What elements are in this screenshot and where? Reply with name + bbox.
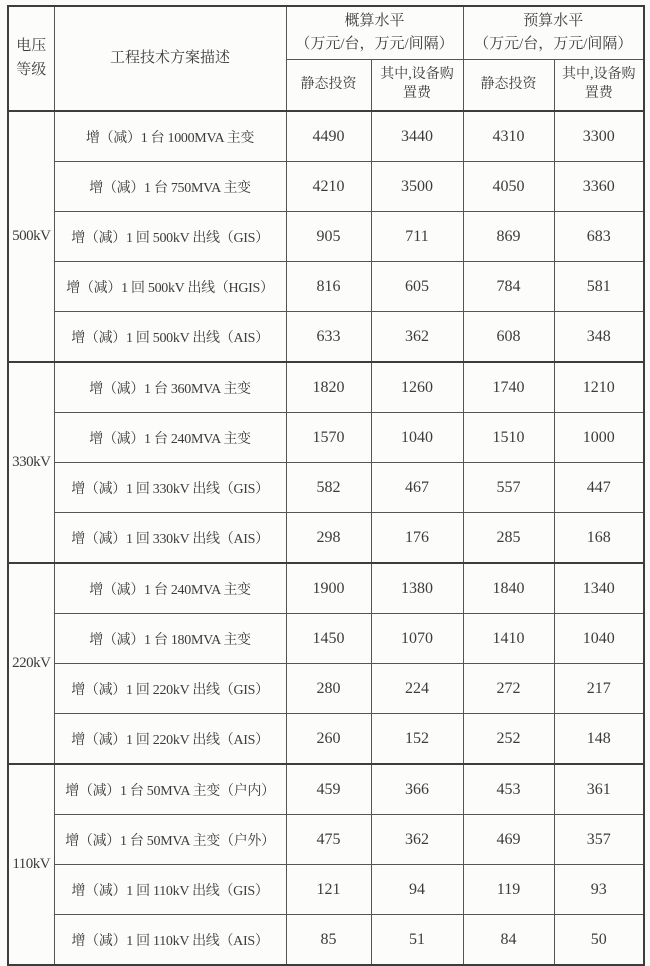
scheme-desc-cell: 增（减）1 回 110kV 出线（AIS） [54,915,286,966]
scheme-desc-cell: 增（减）1 台 50MVA 主变（户外） [54,815,286,865]
estimate-equipment-value: 1380 [371,563,463,614]
estimate-equipment-value: 3500 [371,162,463,212]
budget-equipment-value: 1000 [554,413,644,463]
voltage-cell-110kv: 110kV [8,764,54,965]
estimate-static-value: 905 [286,212,371,262]
scheme-desc-cell: 增（减）1 台 50MVA 主变（户内） [54,764,286,815]
budget-equipment-value: 1340 [554,563,644,614]
estimate-equipment-value: 467 [371,463,463,513]
table-body [8,111,644,965]
voltage-cell-500kv: 500kV [8,111,54,362]
scheme-desc-cell: 增（减）1 回 330kV 出线（AIS） [54,513,286,564]
estimate-static-value: 1450 [286,614,371,664]
header-estimate-static: 静态投资 [286,60,371,112]
table-row [8,212,644,262]
budget-equipment-value: 50 [554,915,644,966]
estimate-static-value: 582 [286,463,371,513]
table-row [8,513,644,564]
estimate-equipment-value: 366 [371,764,463,815]
budget-static-value: 4050 [463,162,554,212]
header-budget-equipment: 其中,设备购置费 [554,60,644,112]
estimate-static-value: 459 [286,764,371,815]
estimate-static-value: 298 [286,513,371,564]
estimate-static-value: 4210 [286,162,371,212]
estimate-equipment-value: 152 [371,714,463,765]
budget-static-value: 1510 [463,413,554,463]
estimate-static-value: 1820 [286,362,371,413]
table-row [8,262,644,312]
budget-equipment-value: 148 [554,714,644,765]
table-row [8,463,644,513]
scheme-desc-cell: 增（减）1 台 750MVA 主变 [54,162,286,212]
header-estimate-group [286,6,463,60]
budget-equipment-value: 348 [554,312,644,363]
estimate-equipment-value: 605 [371,262,463,312]
budget-static-value: 469 [463,815,554,865]
estimate-static-value: 280 [286,664,371,714]
estimate-static-value: 633 [286,312,371,363]
budget-equipment-value: 683 [554,212,644,262]
table-row [8,714,644,765]
budget-static-value: 285 [463,513,554,564]
table-row [8,312,644,363]
estimate-equipment-value: 51 [371,915,463,966]
budget-static-value: 84 [463,915,554,966]
scheme-desc-cell: 增（减）1 台 240MVA 主变 [54,563,286,614]
budget-group-unit: （万元/台，万元/间隔） [474,36,633,52]
table-header [8,6,644,111]
budget-static-value: 1410 [463,614,554,664]
estimate-static-value: 260 [286,714,371,765]
estimate-equipment-value: 176 [371,513,463,564]
budget-equipment-value: 357 [554,815,644,865]
header-budget-group [463,6,644,60]
table-row [8,915,644,966]
budget-static-value: 869 [463,212,554,262]
budget-equipment-value: 361 [554,764,644,815]
table-row [8,563,644,614]
estimate-equipment-value: 3440 [371,111,463,162]
budget-static-value: 557 [463,463,554,513]
estimate-equipment-value: 711 [371,212,463,262]
budget-static-value: 4310 [463,111,554,162]
budget-equipment-value: 1040 [554,614,644,664]
estimate-equipment-value: 1070 [371,614,463,664]
estimate-equipment-value: 362 [371,815,463,865]
header-budget-static: 静态投资 [463,60,554,112]
estimate-equipment-value: 1040 [371,413,463,463]
cost-benchmark-table [7,5,645,966]
table-row [8,664,644,714]
scheme-desc-cell: 增（减）1 台 360MVA 主变 [54,362,286,413]
estimate-equipment-value: 224 [371,664,463,714]
table-row [8,865,644,915]
estimate-group-title: 概算水平 [344,12,405,29]
budget-static-value: 453 [463,764,554,815]
header-scheme-desc: 工程技术方案描述 [54,6,286,111]
budget-static-value: 119 [463,865,554,915]
budget-group-title: 预算水平 [523,12,584,29]
scheme-desc-cell: 增（减）1 回 220kV 出线（GIS） [54,664,286,714]
table-row [8,614,644,664]
scheme-desc-cell: 增（减）1 台 1000MVA 主变 [54,111,286,162]
estimate-equipment-value: 1260 [371,362,463,413]
estimate-group-unit: （万元/台，万元/间隔） [295,36,454,52]
scheme-desc-cell: 增（减）1 回 500kV 出线（AIS） [54,312,286,363]
budget-equipment-value: 3360 [554,162,644,212]
estimate-static-value: 1900 [286,563,371,614]
voltage-cell-220kv: 220kV [8,563,54,764]
estimate-static-value: 121 [286,865,371,915]
scheme-desc-cell: 增（减）1 回 500kV 出线（HGIS） [54,262,286,312]
scheme-desc-cell: 增（减）1 台 240MVA 主变 [54,413,286,463]
budget-static-value: 1740 [463,362,554,413]
scheme-desc-cell: 增（减）1 回 330kV 出线（GIS） [54,463,286,513]
estimate-static-value: 816 [286,262,371,312]
budget-equipment-value: 581 [554,262,644,312]
budget-equipment-value: 1210 [554,362,644,413]
estimate-static-value: 85 [286,915,371,966]
budget-static-value: 784 [463,262,554,312]
budget-static-value: 252 [463,714,554,765]
table-row [8,413,644,463]
header-voltage-level: 电压等级 [8,6,54,111]
table-row [8,111,644,162]
table-row [8,162,644,212]
budget-static-value: 272 [463,664,554,714]
budget-static-value: 1840 [463,563,554,614]
header-estimate-equipment: 其中,设备购置费 [371,60,463,112]
estimate-static-value: 4490 [286,111,371,162]
budget-equipment-value: 217 [554,664,644,714]
scheme-desc-cell: 增（减）1 回 500kV 出线（GIS） [54,212,286,262]
table-row [8,362,644,413]
budget-equipment-value: 3300 [554,111,644,162]
voltage-cell-330kv: 330kV [8,362,54,563]
table-row [8,815,644,865]
scheme-desc-cell: 增（减）1 回 220kV 出线（AIS） [54,714,286,765]
estimate-static-value: 475 [286,815,371,865]
scheme-desc-cell: 增（减）1 台 180MVA 主变 [54,614,286,664]
estimate-static-value: 1570 [286,413,371,463]
estimate-equipment-value: 362 [371,312,463,363]
estimate-equipment-value: 94 [371,865,463,915]
budget-equipment-value: 168 [554,513,644,564]
budget-equipment-value: 93 [554,865,644,915]
budget-static-value: 608 [463,312,554,363]
budget-equipment-value: 447 [554,463,644,513]
scheme-desc-cell: 增（减）1 回 110kV 出线（GIS） [54,865,286,915]
table-row [8,764,644,815]
